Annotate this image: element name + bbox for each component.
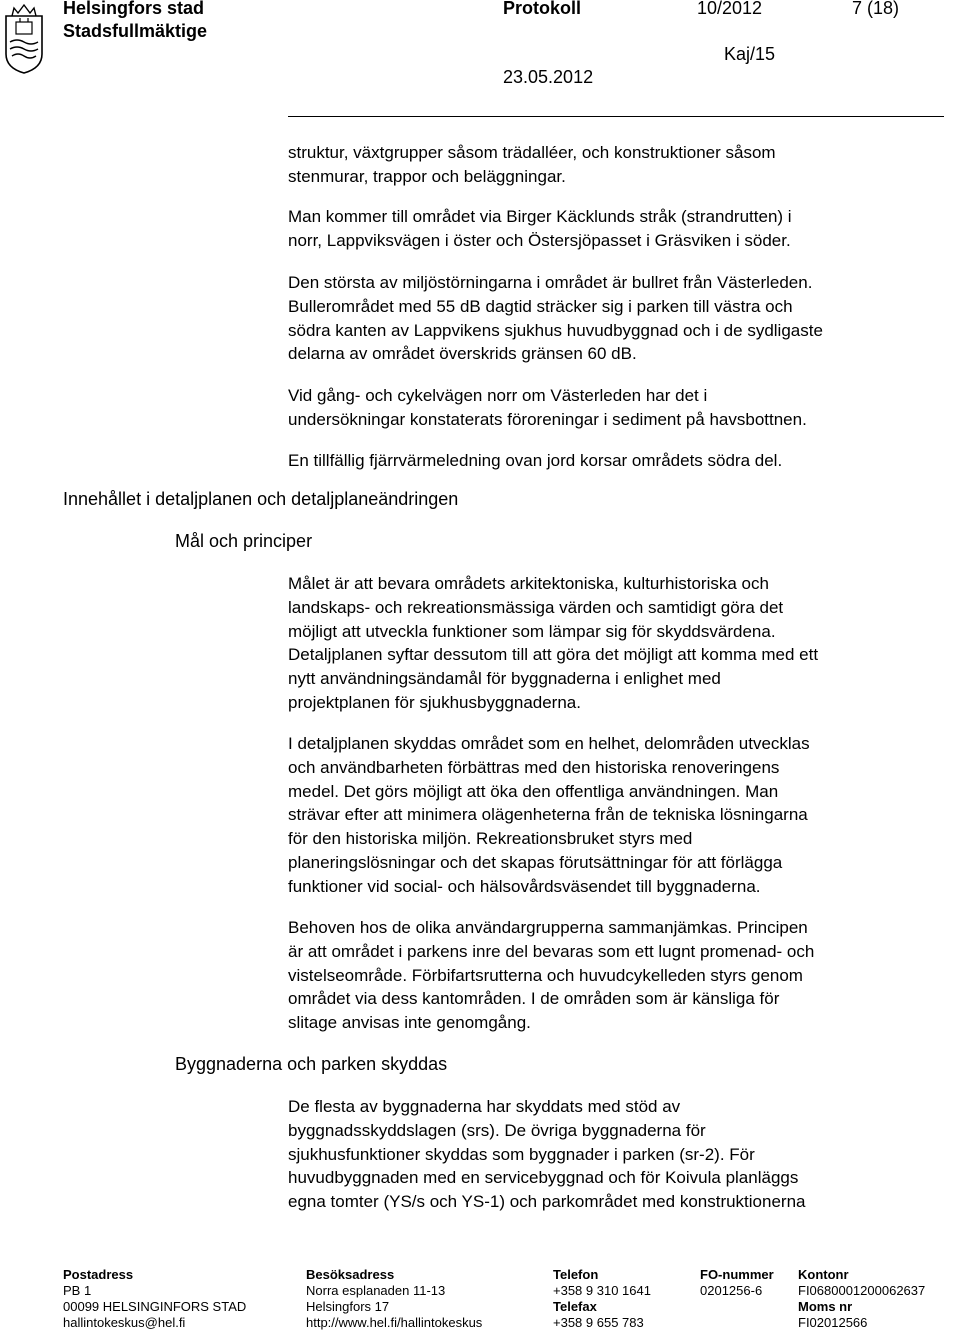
paragraph-7: I detaljplanen skyddas området som en helhet, delområden utvecklas och användbarheten förbättras med den historiska renoveringens medel. Det görs möjligt att öka den offentliga användningen. Man strävar efter att minimera olägenheterna från de tekniska lösningarna för den historiska miljön. Rekreationsbruket styrs med planeringslösningar och det skapas förutsättningar för att förlägga funktioner vid social- och hälsovårdsväsendet till byggnaderna. [288, 734, 810, 896]
subheading-goals: Mål och principer [175, 531, 313, 551]
header-org: Helsingfors stad [63, 0, 205, 18]
header-number: 10/2012 [697, 0, 763, 18]
header-date: 23.05.2012 [503, 67, 594, 87]
helsinki-crest-icon [2, 2, 46, 74]
footer-web-link[interactable]: http://www.hel.fi/hallintokeskus [306, 1315, 483, 1330]
section-heading: Innehållet i detaljplanen och detaljplaneändringen [63, 489, 459, 509]
header-page: 7 (18) [852, 0, 900, 18]
footer-fo-number: FO-nummer 0201256-6 [700, 1267, 774, 1298]
paragraph-9: De flesta av byggnaderna har skyddats med stöd av byggnadsskyddslagen (srs). De övriga byggnaderna för sjukhusfunktioner skyddas som byggnader i parken (sr-2). För huvudbyggnaden med en servicebyggnad och för Koivula planläggs egna tomter (YS/s och YS-1) och parkområdet med konstruktionerna [288, 1097, 806, 1212]
header-rule [288, 116, 944, 117]
paragraph-3: Den största av miljöstörningarna i området är bullret från Västerleden. Bullerområdet med 55 dB dagtid sträcker sig i parken till västra och södra kanten av Lappvikens sjukhus huvudbyggnad och i de sydligaste delarna av området överskrids gränsen 60 dB. [288, 273, 823, 364]
footer-account: Kontonr FI0680001200062637 Moms nr FI02012566 [798, 1267, 926, 1330]
paragraph-1: struktur, växtgrupper såsom trädalléer, och konstruktioner såsom stenmurar, trappor och beläggningar. [288, 143, 776, 186]
paragraph-2: Man kommer till området via Birger Käcklunds stråk (strandrutten) i norr, Lappviksvägen i öster och Östersjöpasset i Gräsviken i söder. [288, 207, 792, 250]
footer-postal: Postadress PB 1 00099 HELSINGINFORS STAD hallintokeskus@hel.fi [63, 1267, 247, 1330]
paragraph-6: Målet är att bevara områdets arkitektoniska, kulturhistoriska och landskaps- och rekreationsmässiga värden och samtidigt göra det möjligt att utveckla funktioner som lämpar sig för skyddsvärdena. Detaljplanen syftar dessutom till att göra det möjligt att komma med ett nytt användningsändamål för byggnaderna i enlighet med projektplanen för sjukhusbyggnaderna. [288, 574, 819, 712]
subheading-protection: Byggnaderna och parken skyddas [175, 1054, 448, 1074]
footer-email-link[interactable]: hallintokeskus@hel.fi [63, 1315, 186, 1330]
footer-visit: Besöksadress Norra esplanaden 11-13 Helsingfors 17 http://www.hel.fi/hallintokeskus [306, 1267, 483, 1330]
header-item: Kaj/15 [724, 44, 776, 64]
paragraph-4: Vid gång- och cykelvägen norr om Västerleden har det i undersökningar konstaterats föroreningar i sediment på havsbottnen. [288, 386, 807, 429]
paragraph-5: En tillfällig fjärrvärmeledning ovan jord korsar områdets södra del. [288, 451, 783, 470]
header-doc-type: Protokoll [503, 0, 582, 18]
header-body: Stadsfullmäktige [63, 21, 208, 41]
paragraph-8: Behoven hos de olika användargrupperna sammanjämkas. Principen är att området i parkens inre del bevaras som ett lugnt promenad- och vistelseområde. Förbifartsrutterna och huvudcykelleden styrs genom området via dess kantområden. I de områden som är känsliga för slitage anvisas inte genomgång. [288, 918, 815, 1033]
footer-phone: Telefon +358 9 310 1641 Telefax +358 9 655 783 [553, 1267, 651, 1330]
